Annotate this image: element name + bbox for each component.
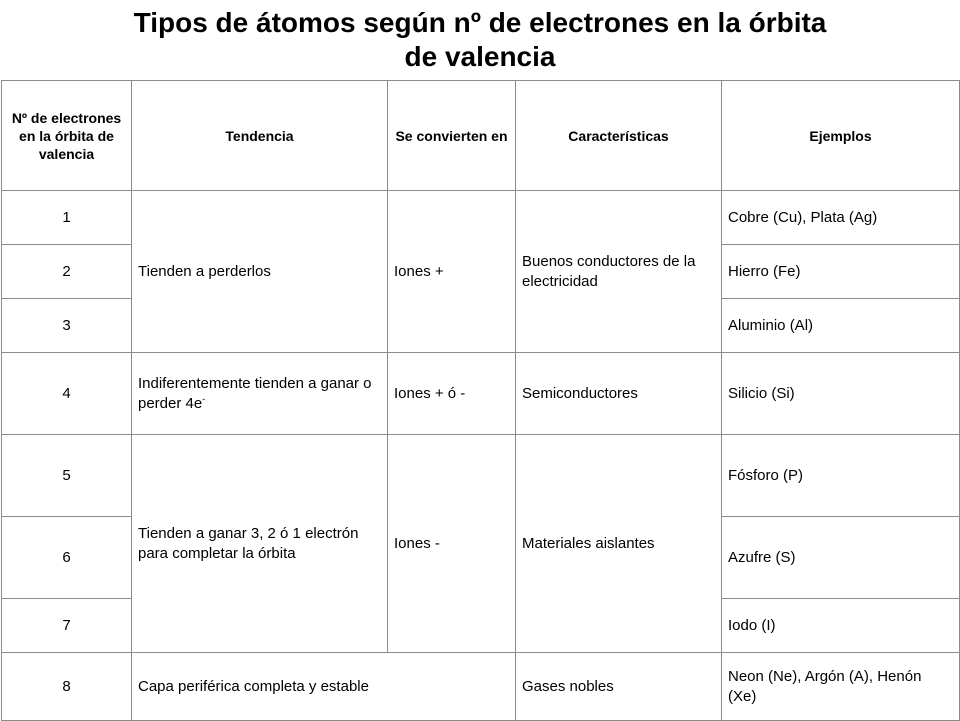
cell-ejemplo-5: Fósforo (P) xyxy=(722,435,960,517)
cell-ejemplo-8: Neon (Ne), Argón (A), Henón (Xe) xyxy=(722,653,960,721)
cell-ejemplo-4: Silicio (Si) xyxy=(722,353,960,435)
header-tendencia: Tendencia xyxy=(132,81,388,191)
atom-types-table xyxy=(1,80,960,721)
table-row xyxy=(2,191,960,245)
page-title xyxy=(0,6,960,74)
cell-tendencia-group-c: Tienden a ganar 3, 2 ó 1 electrón para completar la órbita xyxy=(132,435,388,653)
cell-num-8: 8 xyxy=(2,653,132,721)
cell-num-5: 5 xyxy=(2,435,132,517)
cell-caracteristicas-group-c: Materiales aislantes xyxy=(516,435,722,653)
table-row xyxy=(2,353,960,435)
header-caracteristicas: Características xyxy=(516,81,722,191)
cell-num-7: 7 xyxy=(2,599,132,653)
cell-convierten-group-c: Iones - xyxy=(388,435,516,653)
cell-ejemplo-6: Azufre (S) xyxy=(722,517,960,599)
electron-charge-superscript: - xyxy=(202,393,206,404)
header-se-convierten: Se convierten en xyxy=(388,81,516,191)
table-header-row xyxy=(2,81,960,191)
cell-ejemplo-1: Cobre (Cu), Plata (Ag) xyxy=(722,191,960,245)
cell-tendencia-group-a: Tienden a perderlos xyxy=(132,191,388,353)
cell-ejemplo-7: Iodo (I) xyxy=(722,599,960,653)
cell-caracteristicas-group-d: Gases nobles xyxy=(516,653,722,721)
table-row xyxy=(2,435,960,517)
table-row xyxy=(2,653,960,721)
cell-ejemplo-3: Aluminio (Al) xyxy=(722,299,960,353)
cell-caracteristicas-group-a: Buenos conductores de la electricidad xyxy=(516,191,722,353)
title-line-2: de valencia xyxy=(404,41,556,72)
cell-caracteristicas-group-b: Semiconductores xyxy=(516,353,722,435)
cell-num-3: 3 xyxy=(2,299,132,353)
cell-ejemplo-2: Hierro (Fe) xyxy=(722,245,960,299)
header-ejemplos: Ejemplos xyxy=(722,81,960,191)
cell-num-6: 6 xyxy=(2,517,132,599)
cell-convierten-group-b: Iones + ó - xyxy=(388,353,516,435)
cell-num-4: 4 xyxy=(2,353,132,435)
header-num-electrons: Nº de electrones en la órbita de valencia xyxy=(2,81,132,191)
tendencia-group-b-text: Indiferentemente tienden a ganar o perder 4e xyxy=(138,374,372,412)
cell-num-2: 2 xyxy=(2,245,132,299)
cell-convierten-group-a: Iones + xyxy=(388,191,516,353)
cell-num-1: 1 xyxy=(2,191,132,245)
title-line-1: Tipos de átomos según nº de electrones en la órbita xyxy=(133,7,827,38)
cell-tendencia-group-b xyxy=(132,353,388,435)
cell-tendencia-group-d: Capa periférica completa y estable xyxy=(132,653,516,721)
